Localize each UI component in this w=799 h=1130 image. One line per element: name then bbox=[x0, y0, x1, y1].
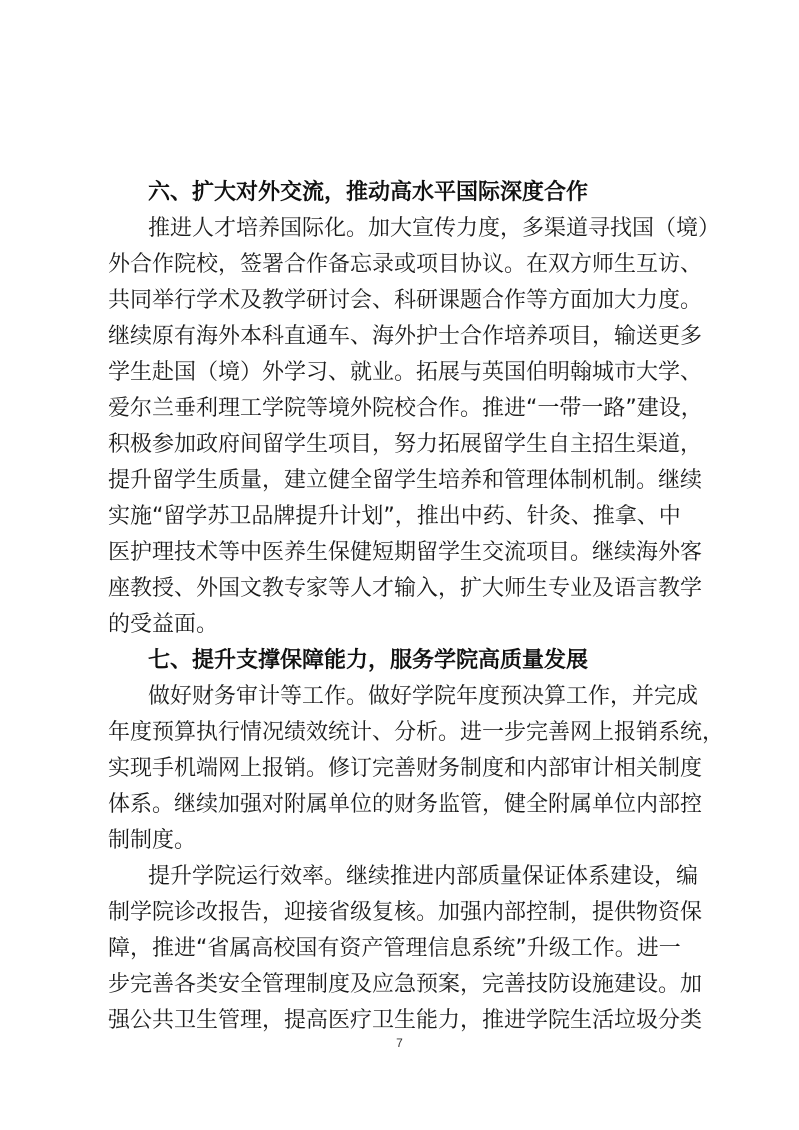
paragraph-line: 做好财务审计等工作。做好学院年度预决算工作，并完成 bbox=[148, 684, 699, 709]
paragraph-line: 步完善各类安全管理制度及应急预案，完善技防设施建设。加 bbox=[108, 972, 703, 997]
paragraph-line: 爱尔兰垂利理工学院等境外院校合作。推进“一带一路”建设， bbox=[108, 396, 703, 421]
paragraph-line: 障，推进“省属高校国有资产管理信息系统”升级工作。进一 bbox=[108, 936, 681, 961]
paragraph-line: 推进人才培养国际化。加大宣传力度，多渠道寻找国（境） bbox=[148, 216, 721, 241]
paragraph-line: 医护理技术等中医养生保健短期留学生交流项目。继续海外客 bbox=[108, 540, 703, 565]
paragraph-line: 外合作院校，签署合作备忘录或项目协议。在双方师生互访、 bbox=[108, 252, 703, 277]
paragraph-line: 积极参加政府间留学生项目，努力拓展留学生自主招生渠道， bbox=[108, 432, 703, 457]
paragraph-line: 继续原有海外本科直通车、海外护士合作培养项目，输送更多 bbox=[108, 324, 703, 349]
paragraph-line: 的受益面。 bbox=[108, 612, 219, 637]
paragraph-line: 提升学院运行效率。继续推进内部质量保证体系建设，编 bbox=[148, 864, 699, 889]
paragraph-line: 共同举行学术及教学研讨会、科研课题合作等方面加大力度。 bbox=[108, 288, 703, 313]
section-7-heading: 七、提升支撑保障能力，服务学院高质量发展 bbox=[148, 648, 589, 673]
paragraph-line: 强公共卫生管理，提高医疗卫生能力，推进学院生活垃圾分类 bbox=[108, 1008, 703, 1033]
paragraph-line: 年度预算执行情况绩效统计、分析。进一步完善网上报销系统， bbox=[108, 720, 725, 745]
paragraph-line: 座教授、外国文教专家等人才输入，扩大师生专业及语言教学 bbox=[108, 576, 703, 601]
paragraph-line: 制学院诊改报告，迎接省级复核。加强内部控制，提供物资保 bbox=[108, 900, 703, 925]
paragraph-line: 制制度。 bbox=[108, 828, 197, 853]
paragraph-line: 学生赴国（境）外学习、就业。拓展与英国伯明翰城市大学、 bbox=[108, 360, 703, 385]
paragraph-line: 提升留学生质量，建立健全留学生培养和管理体制机制。继续 bbox=[108, 468, 703, 493]
paragraph-line: 实施“留学苏卫品牌提升计划”，推出中药、针灸、推拿、中 bbox=[108, 504, 681, 529]
paragraph-line: 体系。继续加强对附属单位的财务监管，健全附属单位内部控 bbox=[108, 792, 703, 817]
paragraph-line: 实现手机端网上报销。修订完善财务制度和内部审计相关制度 bbox=[108, 756, 703, 781]
section-6-heading: 六、扩大对外交流，推动高水平国际深度合作 bbox=[148, 180, 589, 205]
page-number: 7 bbox=[396, 1036, 403, 1050]
